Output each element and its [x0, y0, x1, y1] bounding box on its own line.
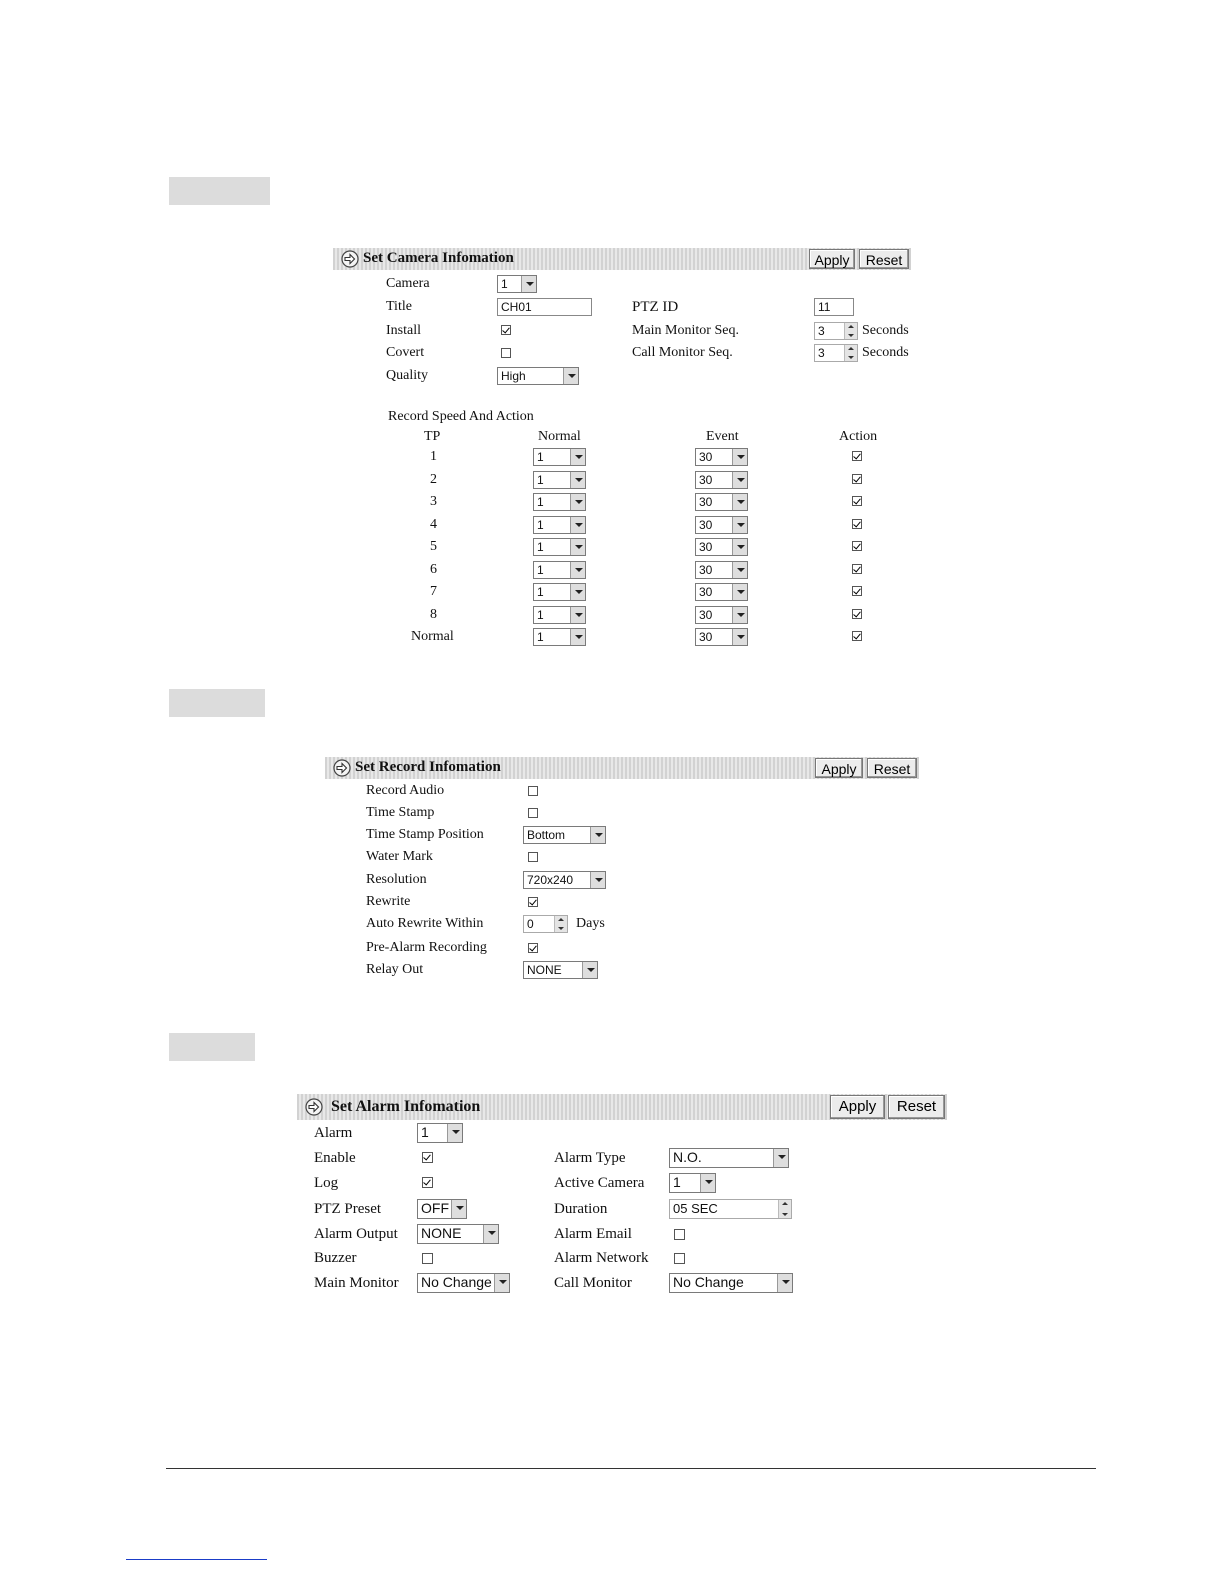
normal-speed-select[interactable]: 1 — [533, 538, 586, 556]
event-speed-select[interactable]: 30 — [695, 516, 748, 534]
col-header-tp: TP — [424, 429, 441, 444]
call-monitor-seq-label: Call Monitor Seq. — [632, 345, 733, 360]
chevron-down-icon — [590, 872, 605, 888]
action-checkbox[interactable] — [852, 586, 862, 596]
call-monitor-label: Call Monitor — [554, 1275, 632, 1291]
reset-button[interactable]: Reset — [888, 1095, 945, 1119]
action-checkbox[interactable] — [852, 541, 862, 551]
panel-title: Set Alarm Infomation — [331, 1098, 481, 1115]
action-checkbox[interactable] — [852, 609, 862, 619]
auto-rewrite-spinner[interactable]: 0 — [523, 915, 568, 933]
quality-select[interactable]: High — [497, 367, 579, 385]
event-speed-select[interactable]: 30 — [695, 471, 748, 489]
chevron-down-icon — [590, 827, 605, 843]
duration-spinner[interactable]: 05 SEC — [669, 1199, 792, 1219]
event-speed-select[interactable]: 30 — [695, 538, 748, 556]
alarm-output-label: Alarm Output — [314, 1226, 398, 1242]
covert-checkbox[interactable] — [501, 348, 511, 358]
alarm-network-label: Alarm Network — [554, 1250, 649, 1266]
normal-speed-select[interactable]: 1 — [533, 516, 586, 534]
normal-speed-select[interactable]: 1 — [533, 448, 586, 466]
spinner-arrows-icon[interactable] — [844, 345, 857, 361]
log-label: Log — [314, 1175, 339, 1191]
apply-button[interactable]: Apply — [815, 758, 863, 778]
arrow-right-icon — [333, 759, 351, 777]
action-checkbox[interactable] — [852, 451, 862, 461]
ptz-id-label: PTZ ID — [632, 299, 679, 315]
action-checkbox[interactable] — [852, 519, 862, 529]
water-mark-label: Water Mark — [366, 849, 433, 864]
event-speed-select[interactable]: 30 — [695, 448, 748, 466]
time-stamp-label: Time Stamp — [366, 805, 435, 820]
event-speed-select[interactable]: 30 — [695, 493, 748, 511]
apply-button[interactable]: Apply — [830, 1095, 885, 1119]
section-marker-camera — [169, 177, 270, 205]
spinner-arrows-icon[interactable] — [778, 1200, 791, 1218]
tp-label: 6 — [430, 562, 437, 577]
chevron-down-icon — [732, 629, 747, 645]
chevron-down-icon — [732, 584, 747, 600]
chevron-down-icon — [773, 1149, 788, 1167]
alarm-panel-header — [297, 1094, 947, 1120]
normal-speed-select[interactable]: 1 — [533, 471, 586, 489]
tp-label: Normal — [411, 629, 454, 644]
alarm-label: Alarm — [314, 1125, 353, 1141]
relay-out-label: Relay Out — [366, 962, 424, 977]
chevron-down-icon — [570, 494, 585, 510]
chevron-down-icon — [732, 607, 747, 623]
alarm-network-checkbox[interactable] — [674, 1253, 685, 1264]
chevron-down-icon — [732, 517, 747, 533]
alarm-email-checkbox[interactable] — [674, 1229, 685, 1240]
tp-label: 1 — [430, 449, 437, 464]
chevron-down-icon — [732, 562, 747, 578]
camera-select[interactable]: 1 — [497, 275, 537, 293]
rewrite-checkbox[interactable] — [528, 897, 538, 907]
time-stamp-position-select[interactable]: Bottom — [523, 826, 606, 844]
record-audio-checkbox[interactable] — [528, 786, 538, 796]
spinner-arrows-icon[interactable] — [554, 916, 567, 932]
section-marker-alarm — [169, 1033, 255, 1061]
tp-label: 7 — [430, 584, 437, 599]
event-speed-select[interactable]: 30 — [695, 583, 748, 601]
alarm-type-select[interactable]: N.O. — [669, 1148, 789, 1168]
section-marker-record — [169, 689, 265, 717]
chevron-down-icon — [732, 472, 747, 488]
water-mark-checkbox[interactable] — [528, 852, 538, 862]
chevron-down-icon — [570, 472, 585, 488]
tp-label: 4 — [430, 517, 437, 532]
seconds-unit: Seconds — [862, 323, 909, 338]
tp-label: 8 — [430, 607, 437, 622]
panel-title: Set Record Infomation — [355, 759, 501, 775]
pre-alarm-recording-checkbox[interactable] — [528, 943, 538, 953]
record-panel-header — [325, 757, 919, 779]
chevron-down-icon — [570, 517, 585, 533]
main-monitor-select[interactable]: No Change — [417, 1273, 510, 1293]
call-monitor-seq-spinner[interactable]: 3 — [814, 344, 858, 362]
spinner-arrows-icon[interactable] — [844, 323, 857, 339]
chevron-down-icon — [447, 1124, 462, 1142]
chevron-down-icon — [521, 276, 536, 292]
chevron-down-icon — [700, 1174, 715, 1192]
call-monitor-select[interactable]: No Change — [669, 1273, 793, 1293]
main-monitor-label: Main Monitor — [314, 1275, 399, 1291]
time-stamp-checkbox[interactable] — [528, 808, 538, 818]
pre-alarm-recording-label: Pre-Alarm Recording — [366, 940, 487, 955]
chevron-down-icon — [732, 449, 747, 465]
rewrite-label: Rewrite — [366, 894, 411, 909]
buzzer-checkbox[interactable] — [422, 1253, 433, 1264]
apply-button[interactable]: Apply — [809, 249, 855, 269]
action-checkbox[interactable] — [852, 631, 862, 641]
normal-speed-select[interactable]: 1 — [533, 606, 586, 624]
arrow-right-icon — [305, 1098, 323, 1116]
event-speed-select[interactable]: 30 — [695, 606, 748, 624]
chevron-down-icon — [732, 539, 747, 555]
normal-speed-select[interactable]: 1 — [533, 628, 586, 646]
normal-speed-select[interactable]: 1 — [533, 493, 586, 511]
auto-rewrite-label: Auto Rewrite Within — [366, 916, 484, 931]
footer-divider — [166, 1468, 1096, 1469]
normal-speed-select[interactable]: 1 — [533, 561, 586, 579]
col-header-normal: Normal — [538, 429, 581, 444]
ptz-preset-select[interactable]: OFF — [417, 1199, 467, 1219]
camera-label: Camera — [386, 276, 430, 291]
action-checkbox[interactable] — [852, 496, 862, 506]
install-label: Install — [386, 323, 421, 338]
chevron-down-icon — [570, 584, 585, 600]
panel-title: Set Camera Infomation — [363, 250, 514, 266]
quality-label: Quality — [386, 368, 428, 383]
arrow-right-icon — [341, 250, 359, 268]
enable-label: Enable — [314, 1150, 356, 1166]
col-header-action: Action — [839, 429, 878, 444]
ptz-preset-label: PTZ Preset — [314, 1201, 382, 1217]
relay-out-select[interactable]: NONE — [523, 961, 598, 979]
action-checkbox[interactable] — [852, 564, 862, 574]
duration-label: Duration — [554, 1201, 608, 1217]
active-camera-select[interactable]: 1 — [669, 1173, 716, 1193]
event-speed-select[interactable]: 30 — [695, 561, 748, 579]
covert-label: Covert — [386, 345, 425, 360]
chevron-down-icon — [483, 1225, 498, 1243]
main-monitor-seq-spinner[interactable]: 3 — [814, 322, 858, 340]
log-checkbox[interactable] — [422, 1177, 433, 1188]
alarm-select[interactable]: 1 — [417, 1123, 463, 1143]
record-speed-heading: Record Speed And Action — [388, 409, 534, 424]
chevron-down-icon — [570, 629, 585, 645]
enable-checkbox[interactable] — [422, 1152, 433, 1163]
footer-link-underline — [126, 1559, 267, 1560]
tp-label: 5 — [430, 539, 437, 554]
alarm-output-select[interactable]: NONE — [417, 1224, 499, 1244]
title-label: Title — [386, 299, 412, 314]
chevron-down-icon — [732, 494, 747, 510]
reset-button[interactable]: Reset — [859, 249, 909, 269]
chevron-down-icon — [494, 1274, 509, 1292]
resolution-select[interactable]: 720x240 — [523, 871, 606, 889]
normal-speed-select[interactable]: 1 — [533, 583, 586, 601]
time-stamp-position-label: Time Stamp Position — [366, 827, 484, 842]
title-input[interactable]: CH01 — [497, 298, 592, 316]
seconds-unit: Seconds — [862, 345, 909, 360]
tp-label: 3 — [430, 494, 437, 509]
chevron-down-icon — [582, 962, 597, 978]
chevron-down-icon — [563, 368, 578, 384]
chevron-down-icon — [777, 1274, 792, 1292]
days-unit: Days — [576, 916, 605, 931]
col-header-event: Event — [706, 429, 739, 444]
chevron-down-icon — [570, 562, 585, 578]
reset-button[interactable]: Reset — [867, 758, 917, 778]
action-checkbox[interactable] — [852, 474, 862, 484]
tp-label: 2 — [430, 472, 437, 487]
alarm-email-label: Alarm Email — [554, 1226, 632, 1242]
ptz-id-input[interactable]: 11 — [814, 298, 854, 316]
resolution-label: Resolution — [366, 872, 427, 887]
chevron-down-icon — [570, 607, 585, 623]
main-monitor-seq-label: Main Monitor Seq. — [632, 323, 739, 338]
alarm-type-label: Alarm Type — [554, 1150, 626, 1166]
chevron-down-icon — [451, 1200, 466, 1218]
buzzer-label: Buzzer — [314, 1250, 357, 1266]
event-speed-select[interactable]: 30 — [695, 628, 748, 646]
install-checkbox[interactable] — [501, 325, 511, 335]
camera-panel-header — [333, 248, 911, 270]
chevron-down-icon — [570, 449, 585, 465]
record-audio-label: Record Audio — [366, 783, 445, 798]
active-camera-label: Active Camera — [554, 1175, 645, 1191]
chevron-down-icon — [570, 539, 585, 555]
